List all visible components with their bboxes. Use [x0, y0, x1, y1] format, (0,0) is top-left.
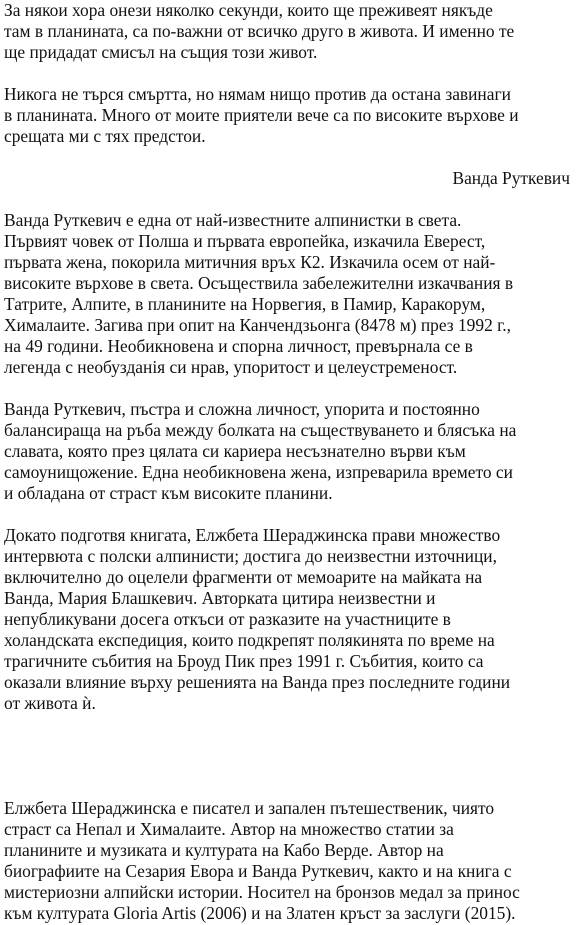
book-back-cover-text: [4, 0, 576, 924]
text-line: високите върхове в света. Осъществила забележителни изкачвания в: [4, 273, 514, 293]
text-line: Ванда Руткевич е една от най-известните алпинистки в света.: [4, 210, 462, 230]
text-line: ще придадат смисъл на същия този живот.: [4, 42, 318, 62]
quote-signature: Ванда Руткевич: [452, 168, 570, 188]
text-line: включително до оцелели фрагменти от мемоарите на майката на: [4, 567, 483, 587]
text-line: славата, която през цялата си кариера несъзнателно върви към: [4, 441, 466, 461]
text-line: Ванда, Мария Блашкевич. Авторката цитира неизвестни и: [4, 588, 436, 608]
text-line: балансираща на ръба между болката на съществуването и блясъка на: [4, 420, 517, 440]
text-line: там в планината, са по-важни от всичко друго в живота. И именно те: [4, 21, 515, 41]
text-line: Първият човек от Полша и първата европейка, изкачила Еверест,: [4, 231, 486, 251]
description-paragraph-3: [4, 525, 576, 714]
description-paragraph-2: [4, 399, 576, 504]
text-line: легенда с необузданія си нрав, упоритост и целеустременост.: [4, 357, 458, 377]
text-line: на 49 години. Необикновена и спорна личност, превърнала се в: [4, 336, 473, 356]
text-line: към културата Gloria Artis (2006) и на Златен кръст за заслуги (2015).: [4, 903, 516, 923]
text-line: холандската експедиция, които подкрепят полякинята по време на: [4, 630, 495, 650]
quote-paragraph-2: [4, 84, 576, 147]
text-line: първата жена, покорила митичния връх К2. Изкачила осем от най-: [4, 252, 496, 272]
description-paragraph-1: [4, 210, 576, 378]
text-line: оказали влияние върху решенията на Ванда през последните години: [4, 672, 511, 692]
text-line: Никога не търся смъртта, но нямам нищо против да остана завинаги: [4, 84, 511, 104]
text-line: страст са Непал и Хималаите. Автор на множество статии за: [4, 819, 454, 839]
text-line: Ванда Руткевич, пъстра и сложна личност, упорита и постоянно: [4, 399, 480, 419]
quote-paragraph-1: [4, 0, 576, 63]
author-bio: [4, 798, 576, 924]
text-line: в планината. Много от моите приятели вече са по високите върхове и: [4, 105, 519, 125]
text-line: Татрите, Алпите, в планините на Норвегия, в Памир, Каракорум,: [4, 294, 486, 314]
text-line: За някои хора онези няколко секунди, които ще преживеят някъде: [4, 0, 493, 20]
text-line: Елжбета Шераджинска е писател и запален пътешественик, чиято: [4, 798, 495, 818]
text-line: срещата ми с тях предстои.: [4, 126, 206, 146]
text-line: и обладана от страст към високите планини.: [4, 483, 333, 503]
text-line: интервюта с полски алпинисти; достига до неизвестни източници,: [4, 546, 497, 566]
text-line: Хималаите. Загива при опит на Канчендзьонга (8478 м) през 1992 г.,: [4, 315, 511, 335]
text-line: мистериозни алпийски истории. Носител на бронзов медал за принос: [4, 882, 520, 902]
text-line: Докато подготвя книгата, Елжбета Шераджинска прави множество: [4, 525, 501, 545]
text-line: планините и музиката и културата на Кабо Верде. Автор на: [4, 840, 444, 860]
text-line: непубликувани досега откъси от разказите на участниците в: [4, 609, 451, 629]
text-line: трагичните събития на Броуд Пик през 1991 г. Събития, които са: [4, 651, 484, 671]
text-line: биографиите на Сезария Евора и Ванда Руткевич, както и на книга с: [4, 861, 512, 881]
text-line: от живота ѝ.: [4, 693, 96, 713]
text-line: самоунищожение. Една необикновена жена, изпреварила времето си: [4, 462, 513, 482]
